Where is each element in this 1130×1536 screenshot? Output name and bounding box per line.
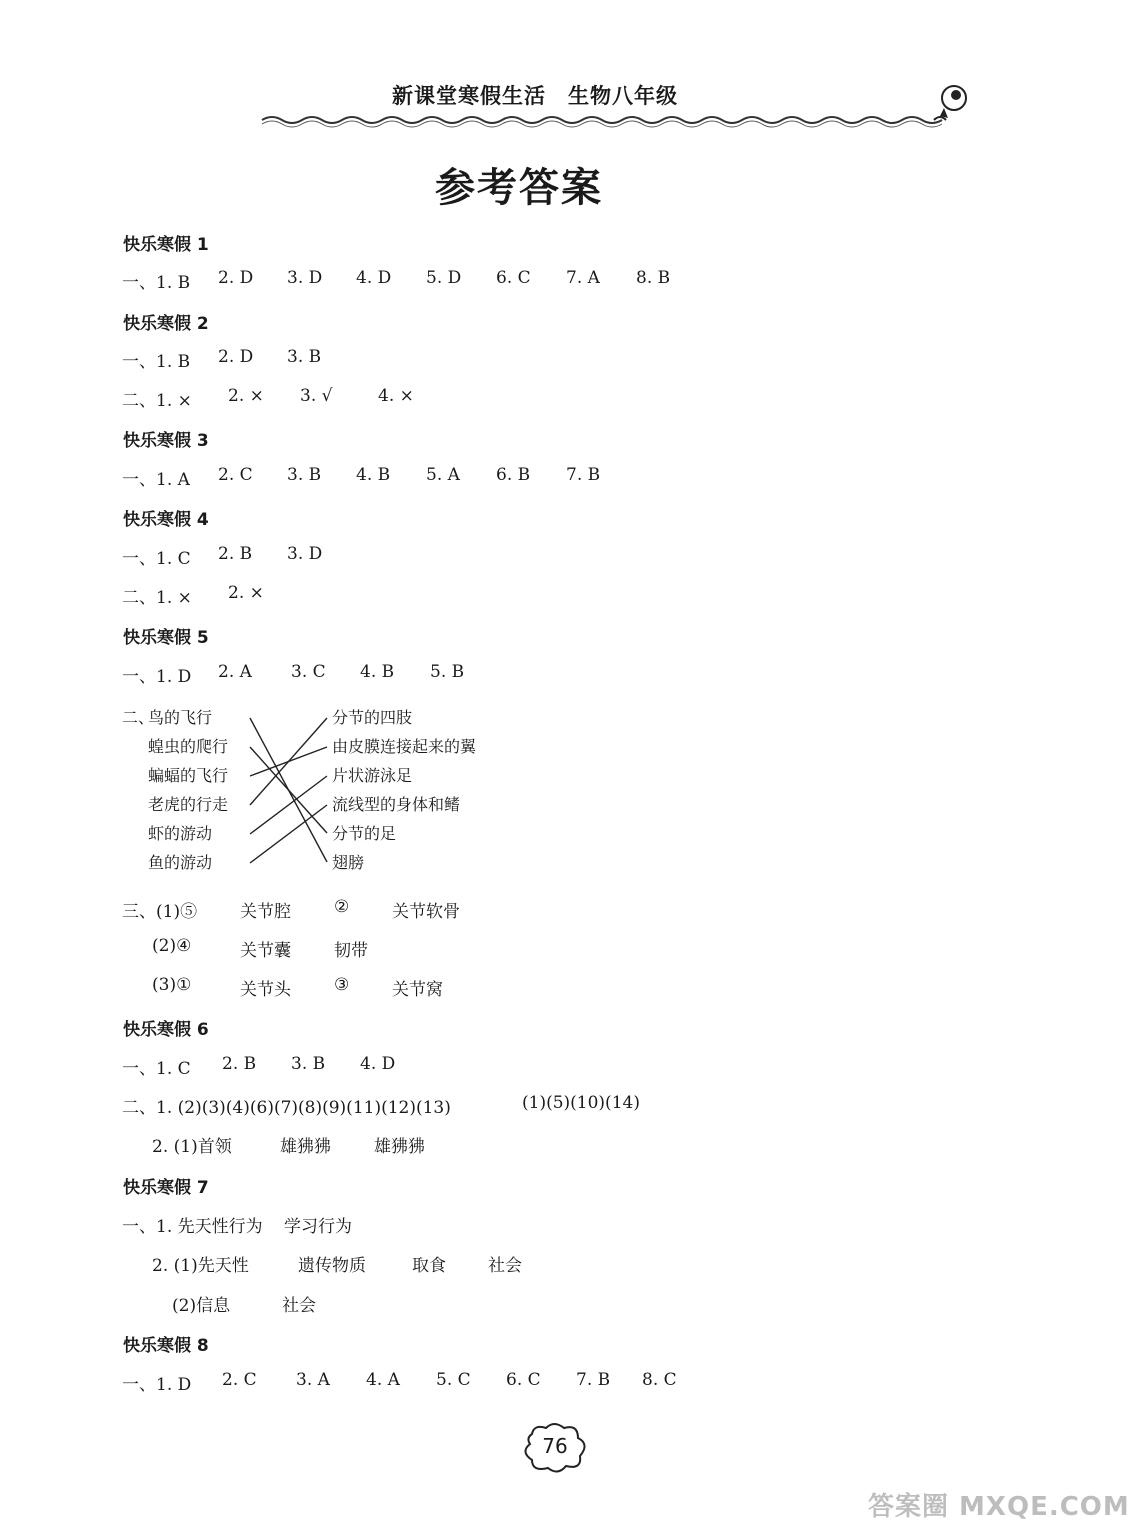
answer-item: 2. C	[218, 465, 253, 485]
answer-item: 关节囊	[240, 941, 291, 961]
answer-item: 2. B	[222, 1054, 257, 1074]
answer-item: 一、1. C	[122, 549, 191, 569]
answer-item: 一、1. B	[122, 273, 191, 293]
answer-item: 关节软骨	[392, 902, 460, 922]
answer-item: 3. √	[300, 386, 333, 406]
answer-item: 3. D	[287, 544, 323, 564]
answer-item: 雄狒狒	[374, 1137, 425, 1157]
answer-item: 7. B	[566, 465, 601, 485]
match-line	[250, 718, 327, 862]
section-title: 快乐寒假 3	[123, 431, 209, 451]
answer-item: (2)信息	[172, 1296, 231, 1316]
answer-item: 学习行为	[284, 1217, 352, 1237]
match-line	[250, 718, 327, 805]
answer-item: 关节腔	[240, 902, 291, 922]
answer-item: 6. C	[496, 268, 531, 288]
answer-item: 一、1. A	[122, 470, 190, 490]
answer-item: 二、1. ×	[122, 588, 192, 608]
match-left-item: 蝙蝠的飞行	[148, 766, 229, 785]
section-title: 快乐寒假 2	[123, 314, 209, 334]
answer-item: 2. (1)先天性	[152, 1256, 249, 1276]
answer-item: 一、1. B	[122, 352, 191, 372]
answer-item: 5. B	[430, 662, 465, 682]
answer-item: 4. D	[360, 1054, 396, 1074]
section-title: 快乐寒假 8	[123, 1336, 209, 1356]
match-left-item: 虾的游动	[148, 824, 213, 843]
answer-item: 三、(1)⑤	[122, 902, 198, 922]
answer-item: 4. B	[360, 662, 395, 682]
answer-item: 3. A	[296, 1370, 330, 1390]
match-line	[250, 747, 327, 776]
section-title: 快乐寒假 6	[123, 1020, 209, 1040]
answer-item: 2. ×	[228, 386, 264, 406]
answer-item: 4. B	[356, 465, 391, 485]
answer-item: 二、1. ×	[122, 391, 192, 411]
page-title: 参考答案	[435, 165, 603, 211]
answer-item: 2. A	[218, 662, 252, 682]
answer-item: 5. C	[436, 1370, 471, 1390]
answer-item: 关节头	[240, 980, 291, 1000]
answer-item: (1)(5)(10)(14)	[522, 1093, 640, 1113]
match-prefix: 二、	[122, 708, 155, 727]
section-title: 快乐寒假 5	[123, 628, 209, 648]
answer-item: 取食	[412, 1256, 446, 1276]
header-title: 新课堂寒假生活 生物八年级	[392, 83, 678, 108]
answer-item: 2. B	[218, 544, 253, 564]
answer-item: 4. D	[356, 268, 392, 288]
match-left-item: 老虎的行走	[148, 795, 229, 814]
answer-item: 5. A	[426, 465, 460, 485]
match-left-item: 鱼的游动	[148, 853, 213, 872]
answer-item: 一、1. C	[122, 1059, 191, 1079]
answer-item: ③	[334, 975, 350, 995]
answer-item: 7. B	[576, 1370, 611, 1390]
answer-item: 8. B	[636, 268, 671, 288]
answer-item: 3. B	[287, 465, 322, 485]
answer-item: 关节窝	[392, 980, 443, 1000]
answer-item: 社会	[282, 1296, 316, 1316]
answer-item: 4. ×	[378, 386, 414, 406]
answer-item: 一、1. D	[122, 1375, 192, 1395]
answer-item: 2. ×	[228, 583, 264, 603]
match-line	[250, 747, 327, 833]
answer-item: 5. D	[426, 268, 462, 288]
answer-item: ②	[334, 897, 350, 917]
match-right-item: 分节的四肢	[332, 708, 413, 727]
answer-item: 2. D	[218, 268, 254, 288]
page-number: 76	[542, 1434, 568, 1458]
answer-item: 4. A	[366, 1370, 400, 1390]
section-title: 快乐寒假 1	[123, 235, 209, 255]
answer-item: 遗传物质	[298, 1256, 366, 1276]
match-left-item: 鸟的飞行	[148, 708, 213, 727]
answer-item: 一、1. D	[122, 667, 192, 687]
answer-item: (3)①	[152, 975, 192, 995]
wavy-divider	[262, 112, 952, 128]
answer-item: 雄狒狒	[280, 1137, 331, 1157]
section-title: 快乐寒假 7	[123, 1178, 209, 1198]
answer-item: 2. (1)首领	[152, 1137, 232, 1157]
match-line	[250, 776, 327, 834]
answer-item: 韧带	[334, 941, 368, 961]
answer-item: 7. A	[566, 268, 600, 288]
answer-item: 一、1. 先天性行为	[122, 1217, 263, 1237]
answer-item: 2. C	[222, 1370, 257, 1390]
answer-item: 6. C	[506, 1370, 541, 1390]
match-right-item: 流线型的身体和鳍	[332, 795, 461, 814]
match-right-item: 翅膀	[332, 853, 365, 872]
answer-item: 社会	[488, 1256, 522, 1276]
answer-item: 二、1. (2)(3)(4)(6)(7)(8)(9)(11)(12)(13)	[122, 1098, 451, 1118]
answer-item: 3. B	[291, 1054, 326, 1074]
answer-item: 3. B	[287, 347, 322, 367]
answer-item: 8. C	[642, 1370, 677, 1390]
watermark: 答案圈 MXQE.COM	[868, 1492, 1130, 1522]
answer-item: 2. D	[218, 347, 254, 367]
match-line	[250, 805, 327, 863]
match-left-item: 蝗虫的爬行	[148, 737, 229, 756]
match-right-item: 片状游泳足	[332, 766, 413, 785]
answer-item: (2)④	[152, 936, 192, 956]
answer-item: 3. D	[287, 268, 323, 288]
lightbulb-icon	[930, 80, 974, 124]
section-title: 快乐寒假 4	[123, 510, 209, 530]
answer-item: 3. C	[291, 662, 326, 682]
match-right-item: 由皮膜连接起来的翼	[332, 737, 477, 756]
match-right-item: 分节的足	[332, 824, 397, 843]
answer-item: 6. B	[496, 465, 531, 485]
